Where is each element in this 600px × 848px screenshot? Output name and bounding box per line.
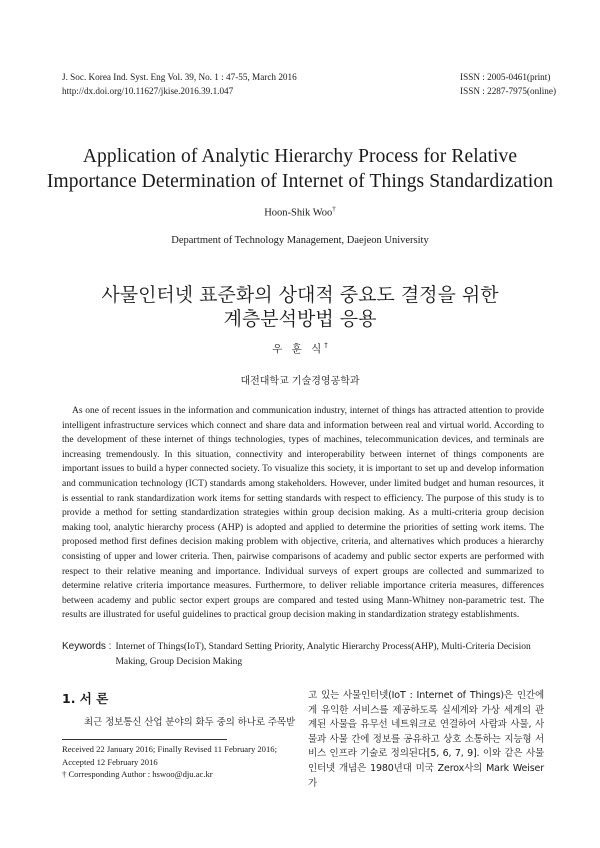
- introduction-text-column-2: 고 있는 사물인터넷(IoT : Internet of Things)은 인간에게 유익한 서비스를 제공하도록 실세계와 가상 세계의 관계된 사물을 유무선 네트워크로 연결하여 사람과 사물, 사물과 사물 간에 정보를 공유하고 상호 소통하는 지능형 서비스 인프라 기술로 정의된다[5, 6, 7, 9]. 이와 같은 사물인터넷 개념은 1980년대 미국 Zerox사의 Mark Weiser가: [308, 690, 544, 789]
- introduction-text: 최근 정보통신 산업 분야의 화두 중의 하나로 주목받: [84, 717, 296, 728]
- issn-online: ISSN : 2287-7975(online): [460, 86, 556, 96]
- footnotes: [62, 743, 302, 781]
- keywords-block: [62, 640, 544, 669]
- journal-header: [62, 70, 297, 98]
- author-korean: [0, 341, 600, 356]
- affiliation-korean: 대전대학교 기술경영공학과: [240, 376, 360, 387]
- keywords-label: Keywords :: [62, 641, 112, 652]
- keywords-list: Internet of Things(IoT), Standard Setting Priority, Analytic Hierarchy Process(AHP), Multi-Criteria Decision Making, Group Decision Making: [115, 642, 531, 667]
- abstract: As one of recent issues in the information and communication industry, internet of things has attracted attention to provide intelligent infrastructure services which connect and share data and information between real and virtual world. According to the development of these internet of things technologies, types of machines, telecommunication devices, and terminals are increasing tremendously. In this situation, connectivity and interoperability between internet of things components are important issues to build a hyper connected society. To visualize this society, it is important to set up and develop information and communication technology (ICT) standards among stakeholders. However, under limited budget and human resources, it is essential to rank standardization work items for setting standards with respect to efficiency. The purpose of this study is to provide a method for setting standardization strategies within group decision making. As a multi-criteria group decision making tool, analytic hierarchy process (AHP) is adopted and applied to determine the priorities of setting work items. The proposed method first defines decision making problem with objective, criteria, and alternatives which produces a hierarchy consisting of upper and lower criteria. Then, pairwise comparisons of academy and public sector experts are performed with respect to their relative meaning and importance. Individual surveys of expert groups are collected and summarized to determine relative criteria importance measures. Furthermore, to deliver reliable importance criteria measures, differences between academy and public sector expert groups are compared and tested using Mann-Whitney non-parametric test. The results are illustrated for useful guidelines to practical group decision making in standardization strategy establishments.: [62, 406, 544, 621]
- section-heading-introduction: 1. 서 론: [62, 691, 109, 706]
- footnote-divider: [62, 739, 227, 740]
- paper-title-english: [40, 144, 560, 194]
- corresponding-author: † Corresponding Author : hswoo@dju.ac.kr: [62, 769, 213, 780]
- author-english: [0, 205, 600, 219]
- title-line-2: Importance Determination of Internet of Things Standardization: [46, 171, 554, 192]
- korean-corresponding-mark: †: [324, 341, 328, 350]
- received-date: Received 22 January 2016; Finally Revised 11 February 2016;: [62, 744, 277, 754]
- doi-link[interactable]: http://dx.doi.org/10.11627/jkise.2016.39.1.047: [62, 86, 234, 96]
- korean-author-name: 우 훈 식: [272, 343, 325, 355]
- corresponding-mark: †: [332, 205, 336, 213]
- korean-title-line-2: 계층분석방법 응용: [223, 308, 377, 330]
- affiliation-english: Department of Technology Management, Daejeon University: [171, 235, 429, 246]
- issn-block: [460, 70, 556, 98]
- author-name: Hoon-Shik Woo: [264, 207, 333, 219]
- accepted-date: Accepted 12 February 2016: [62, 756, 158, 767]
- korean-title-line-1: 사물인터넷 표준화의 상대적 중요도 결정을 위한: [101, 284, 499, 306]
- issn-print: ISSN : 2005-0461(print): [460, 72, 551, 82]
- journal-citation: J. Soc. Korea Ind. Syst. Eng Vol. 39, No. 1 : 47-55, March 2016: [62, 72, 297, 82]
- title-line-1: Application of Analytic Hierarchy Process for Relative: [82, 146, 518, 167]
- paper-title-korean: [40, 283, 560, 331]
